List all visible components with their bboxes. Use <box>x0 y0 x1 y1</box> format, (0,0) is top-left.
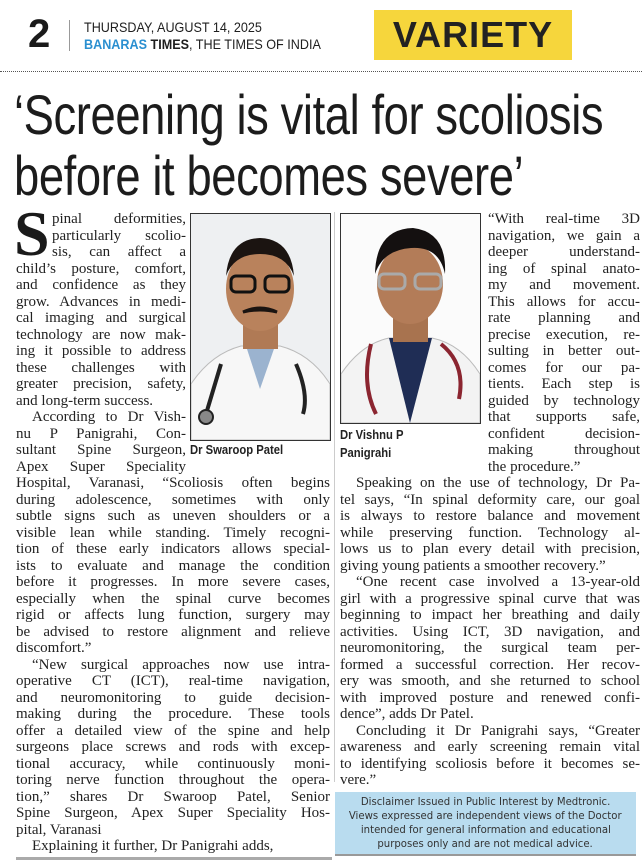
text-line: the procedure.” <box>488 458 581 475</box>
page-number: 2 <box>28 12 51 56</box>
text-line: child’s posture, comfort, <box>16 260 186 277</box>
text-line: tients. Each step is <box>488 376 640 392</box>
text-line: vere.” <box>340 772 377 788</box>
text-line: awareness and early screening remain vital <box>340 739 640 755</box>
text-line: According to Dr Vish- <box>32 409 186 425</box>
text-line: discomfort.” <box>16 640 92 656</box>
drop-cap: S <box>14 198 50 269</box>
text-line: and neuromonitoring to guide decision- <box>16 689 330 706</box>
text-line: dence”, adds Dr Patel. <box>340 706 474 722</box>
text-line: making throughout <box>488 442 640 458</box>
section-label: VARIETY <box>392 14 554 55</box>
disclaimer-line: Views expressed are independent views of the Doctor <box>349 809 622 822</box>
photo-caption: Dr Swaroop Patel <box>190 443 284 457</box>
text-line: ing of spinal anato- <box>488 260 640 277</box>
text-line: beginning to impact her breathing and daily <box>340 607 640 623</box>
text-line: sulting in better out- <box>488 343 640 359</box>
text-line: ing it possible to address <box>16 343 186 359</box>
text-line: my and movement. <box>488 277 640 293</box>
text-line: pinal deformities, <box>52 211 186 227</box>
disclaimer-box <box>335 792 636 854</box>
text-line: guided by technology <box>488 392 640 409</box>
text-line: during adolescence, sometimes with only <box>16 491 330 508</box>
text-line: girl with a progressive spinal curve that was <box>340 590 640 607</box>
text-line: Apex Super Speciality <box>16 458 186 475</box>
text-line: these challenges with <box>16 359 186 376</box>
text-line: be advised to restore alignment and relieve <box>16 623 330 640</box>
disclaimer-line: purposes only and are not medical advice. <box>377 837 594 850</box>
text-line: and confidence as they <box>16 277 186 293</box>
text-line: offer a detailed view of the spine and help <box>16 722 330 739</box>
text-line: lows us to plan every detail with precision, <box>340 541 640 557</box>
pub-city: BANARAS <box>84 36 147 52</box>
text-line: grow. Advances in medi- <box>16 293 186 310</box>
text-line: surgeons place screws and rods with excep- <box>16 739 330 755</box>
text-line: especially when the spinal curve becomes <box>16 590 330 607</box>
text-line: Hospital, Varanasi, “Scoliosis often begins <box>16 475 330 491</box>
text-line: Speaking on the use of technology, Dr Pa- <box>356 475 640 491</box>
photo-caption-line-1: Dr Vishnu P <box>340 428 404 442</box>
text-line: precise execution, re- <box>488 326 640 343</box>
text-line: is always to restore balance and movement <box>340 508 640 524</box>
disclaimer-line: Disclaimer Issued in Public Interest by Medtronic. <box>360 795 611 808</box>
text-line: visible lean while standing. Timely recogni- <box>16 524 330 541</box>
text-line: particularly scolio- <box>52 227 186 244</box>
text-line: tel says, “In spinal deformity care, our goal <box>340 491 640 508</box>
text-line: rate planning and <box>488 310 640 326</box>
text-line: tion,” shares Dr Swaroop Patel, Senior <box>16 788 330 805</box>
text-line: before it progresses. In more severe cases, <box>16 574 330 590</box>
disclaimer-line: intended for general information and educational <box>360 823 611 836</box>
text-line: nu P Panigrahi, Con- <box>16 425 186 442</box>
text-line: technology are now mak- <box>16 326 186 343</box>
text-line: “With real-time 3D <box>488 211 640 227</box>
masthead-divider <box>69 20 70 51</box>
column-divider <box>334 212 335 782</box>
text-line: This allows for accu- <box>488 293 640 310</box>
portrait-photo-icon <box>340 213 481 424</box>
text-line: pital, Varanasi <box>16 821 102 838</box>
text-line: to identifying scoliosis before it becomes se- <box>340 755 640 772</box>
text-line: operative CT (ICT), real-time navigation, <box>16 673 330 689</box>
text-line: formed a successful correction. Her recov- <box>340 656 640 673</box>
publication-line <box>84 36 321 52</box>
text-line: that supports safe, <box>488 409 640 425</box>
text-line: Spine Surgeon, Apex Super Speciality Hos- <box>16 805 330 821</box>
text-line: tional accuracy, while continuously moni- <box>16 755 330 772</box>
text-line: with improved posture and renewed confi- <box>340 689 640 706</box>
section-badge <box>374 10 572 60</box>
text-line: confident decision- <box>488 425 640 442</box>
headline-line-1: ‘Screening is vital for scoliosis <box>14 83 604 146</box>
text-line: activities. Using ICT, 3D navigation, and <box>340 623 640 640</box>
text-line: and long-term success. <box>16 392 154 409</box>
text-line: deeper understand- <box>488 244 640 260</box>
text-line: sultant Spine Surgeon, <box>16 442 186 458</box>
text-line: greater precision, safety, <box>16 376 186 392</box>
text-line: while preserving function. Technology al- <box>340 524 640 541</box>
text-line: making during the procedure. These tools <box>16 706 330 722</box>
text-line: Explaining it further, Dr Panigrahi adds, <box>32 838 274 854</box>
text-line: comes for our pa- <box>488 359 640 376</box>
portrait-photo-icon <box>190 213 331 441</box>
text-line: navigation, we gain a <box>488 227 640 244</box>
text-line: Concluding it Dr Panigrahi says, “Greater <box>356 722 640 739</box>
text-line: “One recent case involved a 13-year-old <box>356 574 640 590</box>
text-line: ists to evaluate and manage the condition <box>16 557 330 574</box>
text-line: rigid or affects lung function, surgery may <box>16 607 330 623</box>
text-line: cal imaging and surgical <box>16 310 186 326</box>
pub-times: TIMES <box>150 36 190 52</box>
dotted-divider <box>0 71 642 72</box>
text-line: giving young patients a smoother recovery.” <box>340 557 606 574</box>
text-line: sis, can affect a <box>52 244 186 260</box>
text-line: neuromonitoring, the surgical team per- <box>340 640 640 656</box>
text-line: toring nerve function throughout the opera- <box>16 772 330 788</box>
photo-caption-line-2: Panigrahi <box>340 446 392 460</box>
text-line: subtle signs such as uneven shoulders or a <box>16 508 330 524</box>
pub-rest: , THE TIMES OF INDIA <box>189 36 321 52</box>
date-line: THURSDAY, AUGUST 14, 2025 <box>84 19 262 35</box>
headline-line-2: before it becomes severe’ <box>14 144 524 207</box>
text-line: tion of these early indicators allows special- <box>16 541 330 557</box>
bottom-rule <box>16 857 332 860</box>
text-line: ery was smooth, and she returned to school <box>340 673 640 689</box>
text-line: “New surgical approaches now use intra- <box>32 656 330 673</box>
